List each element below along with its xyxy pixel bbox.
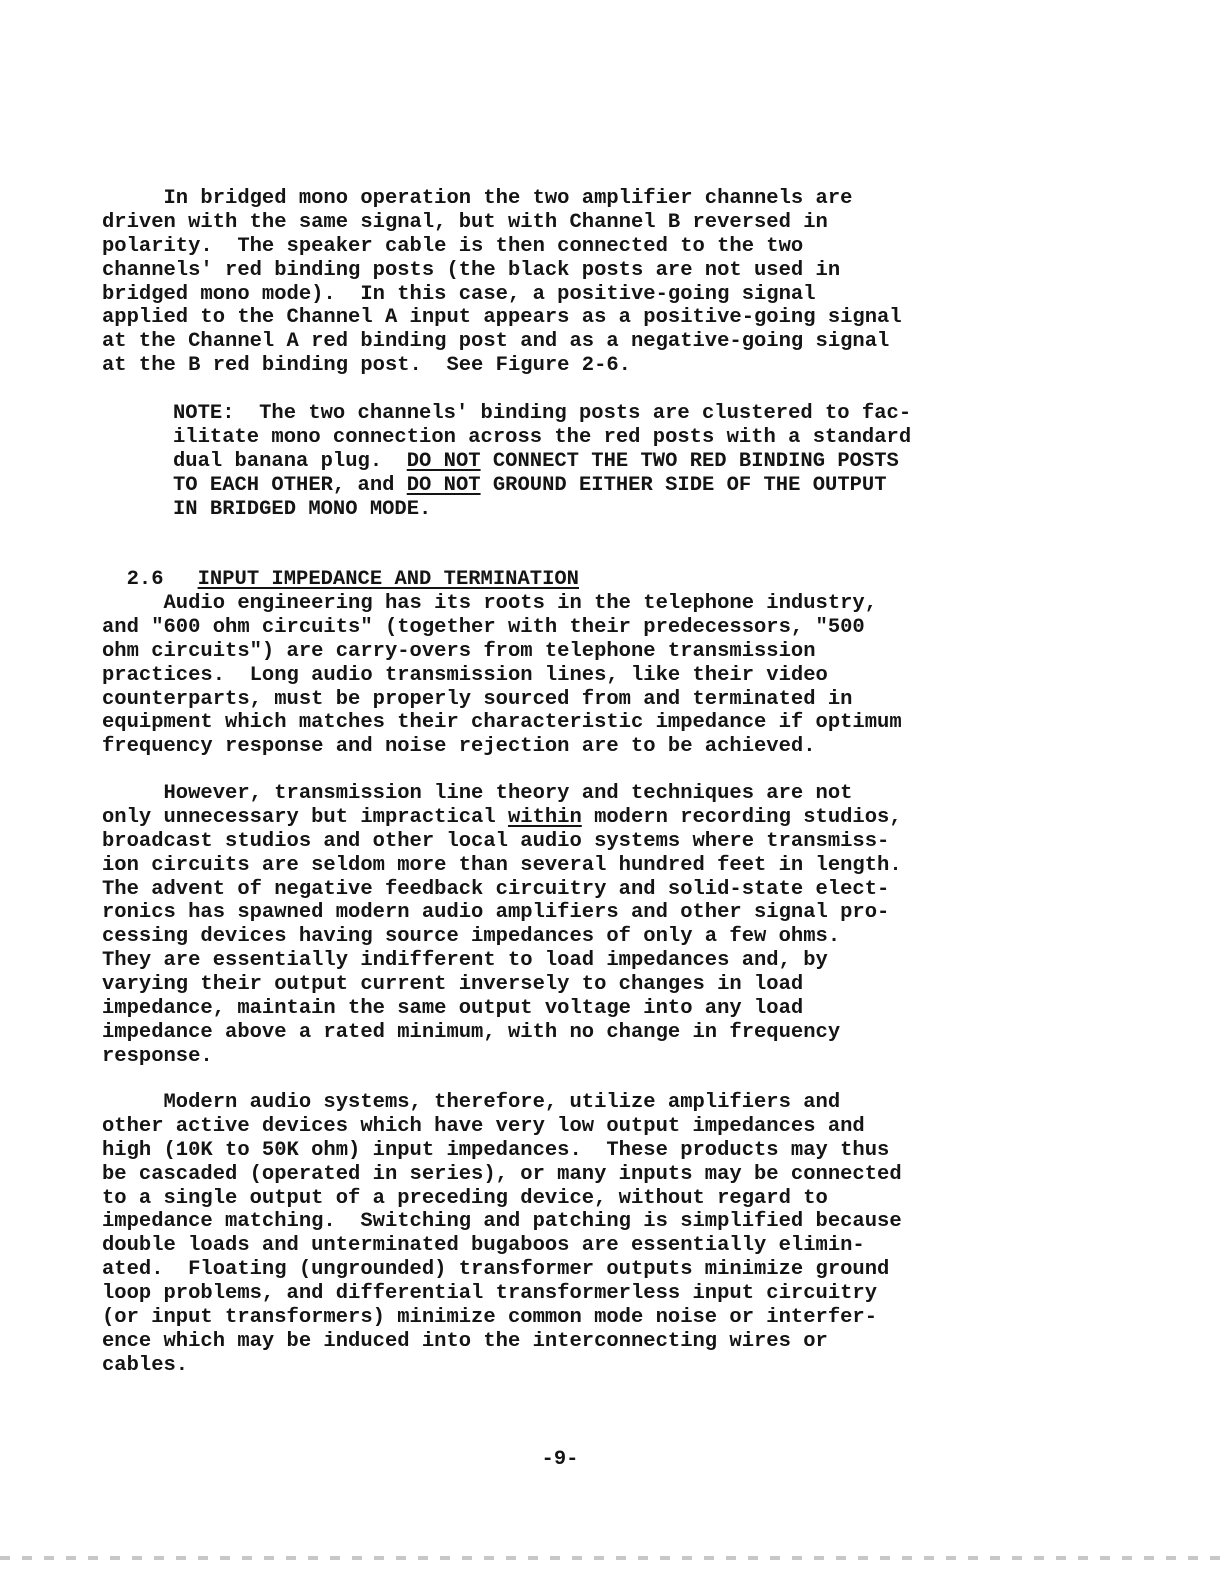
text-line: (or input transformers) minimize common mode noise or interfer-: [102, 1306, 878, 1330]
text-line: counterparts, must be properly sourced from and terminated in: [102, 687, 853, 711]
text-line: channels' red binding posts (the black posts are not used in: [102, 258, 841, 282]
page-number: -9-: [541, 1448, 579, 1471]
note-text: CONNECT THE TWO RED BINDING POSTS: [480, 449, 899, 473]
section-number: 2.6: [126, 568, 164, 591]
note-text: GROUND EITHER SIDE OF THE OUTPUT: [480, 473, 887, 497]
text-line: driven with the same signal, but with Channel B reversed in: [102, 210, 828, 234]
text-line: [102, 806, 1102, 830]
text-line: and "600 ohm circuits" (together with their predecessors, "500: [102, 615, 865, 639]
text-line: ated. Floating (ungrounded) transformer outputs minimize ground: [102, 1258, 890, 1282]
do-not-warning: DO NOT: [406, 473, 481, 497]
text-line: to a single output of a preceding device, without regard to: [102, 1186, 828, 1210]
text-line: bridged mono mode). In this case, a positive-going signal: [102, 282, 816, 306]
text-line: cessing devices having source impedances of only a few ohms.: [102, 925, 841, 949]
text-segment: only unnecessary but impractical: [102, 805, 508, 829]
text-line: impedance above a rated minimum, with no change in frequency: [102, 1020, 841, 1044]
text-line: polarity. The speaker cable is then connected to the two: [102, 234, 804, 258]
text-line: response.: [102, 1044, 213, 1068]
text-line: be cascaded (operated in series), or many inputs may be connected: [102, 1162, 902, 1186]
text-line: varying their output current inversely to changes in load: [102, 973, 804, 997]
text-line: double loads and unterminated bugaboos are essentially elimin-: [102, 1234, 865, 1258]
scan-edge-artifact: [0, 1556, 1224, 1560]
text-line: The advent of negative feedback circuitry and solid-state elect-: [102, 877, 890, 901]
text-line: cables.: [102, 1353, 189, 1377]
paragraph-transmission-line: [102, 782, 1102, 1069]
text-line: impedance matching. Switching and patching is simplified because: [102, 1210, 902, 1234]
note-line: NOTE: The two channels' binding posts are clustered to fac-: [173, 402, 912, 425]
section-title: INPUT IMPEDANCE AND TERMINATION: [197, 568, 579, 591]
note-line: ilitate mono connection across the red posts with a standard: [173, 425, 912, 449]
text-line: at the B red binding post. See Figure 2-6.: [102, 354, 631, 378]
text-line: ohm circuits") are carry-overs from telephone transmission: [102, 639, 816, 663]
text-line: ronics has spawned modern audio amplifiers and other signal pro-: [102, 901, 890, 925]
text-segment: modern recording studios,: [581, 805, 902, 829]
text-line: applied to the Channel A input appears as a positive-going signal: [102, 306, 902, 330]
emphasis-within: within: [507, 805, 582, 829]
note-text: dual banana plug.: [173, 449, 407, 473]
text-line: Audio engineering has its roots in the telephone industry,: [102, 592, 878, 615]
text-line: Modern audio systems, therefore, utilize amplifiers and: [102, 1091, 841, 1114]
text-line: However, transmission line theory and techniques are not: [102, 782, 853, 805]
text-line: at the Channel A red binding post and as a negative-going signal: [102, 330, 890, 354]
text-line: They are essentially indifferent to load impedances and, by: [102, 949, 828, 973]
paragraph-bridged-mono: [102, 187, 1102, 378]
section-heading: [102, 544, 579, 592]
note-text: TO EACH OTHER, and: [173, 473, 407, 497]
text-line: In bridged mono operation the two amplifier channels are: [102, 187, 853, 210]
text-line: impedance, maintain the same output voltage into any load: [102, 997, 804, 1021]
note-line: [173, 450, 1103, 474]
do-not-warning: DO NOT: [406, 449, 481, 473]
paragraph-audio-engineering: [102, 592, 1102, 759]
text-line: frequency response and noise rejection are to be achieved.: [102, 735, 816, 759]
note-binding-posts: [173, 402, 1103, 521]
note-line: IN BRIDGED MONO MODE.: [173, 497, 432, 521]
text-line: broadcast studios and other local audio systems where transmiss-: [102, 829, 890, 853]
paragraph-modern-audio-systems: [102, 1091, 1102, 1378]
text-line: equipment which matches their characteristic impedance if optimum: [102, 711, 902, 735]
text-line: ion circuits are seldom more than several hundred feet in length.: [102, 853, 902, 877]
text-line: practices. Long audio transmission lines, like their video: [102, 663, 828, 687]
text-line: other active devices which have very low output impedances and: [102, 1114, 865, 1138]
text-line: loop problems, and differential transformerless input circuitry: [102, 1282, 878, 1306]
text-line: ence which may be induced into the interconnecting wires or: [102, 1329, 828, 1353]
text-line: high (10K to 50K ohm) input impedances. These products may thus: [102, 1138, 890, 1162]
note-line: [173, 474, 1103, 498]
